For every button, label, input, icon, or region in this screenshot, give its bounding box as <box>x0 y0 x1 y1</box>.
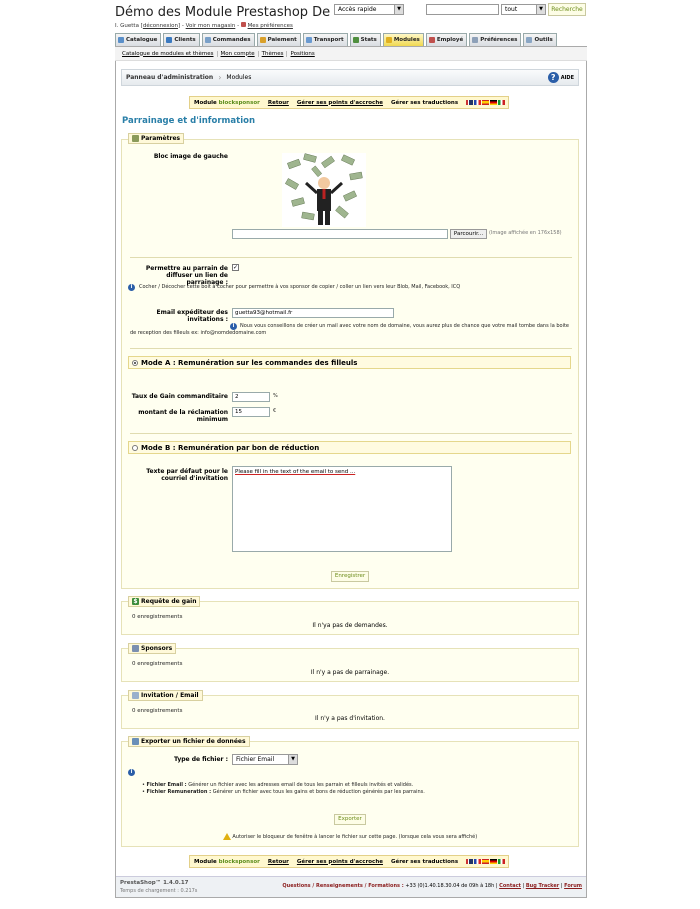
user-line: I. Guetta [déconnexion] - Voir mon magasin - Mes préférences <box>115 23 293 29</box>
rate-label: Taux de Gain commanditaire <box>131 393 228 400</box>
subnav-my-account[interactable]: Mon compte <box>218 51 259 57</box>
search-category-value: tout <box>505 6 518 13</box>
export-item-email: • Fichier Email : Générer un fichier avec les adresses email de tous les parrain et filleuls invités et validés. <box>142 782 414 788</box>
breadcrumb <box>121 69 579 86</box>
tab-label: Transport <box>313 37 344 43</box>
gain-count: 0 enregistrements <box>132 614 183 620</box>
tab-transport[interactable] <box>303 33 348 46</box>
logout-link[interactable]: déconnexion <box>142 23 179 29</box>
quick-access-select[interactable] <box>334 4 404 15</box>
mode-b-radio[interactable] <box>132 445 138 451</box>
gain-empty: Il n'ya pas de demandes. <box>312 622 388 629</box>
mode-a-bar[interactable] <box>128 356 571 369</box>
flag-de-icon[interactable] <box>490 100 497 105</box>
sub-navigation <box>115 47 587 61</box>
min-amount-input[interactable]: 15 <box>232 407 270 417</box>
transport-icon <box>306 37 312 43</box>
module-name-label <box>194 100 260 106</box>
footer-version: PrestaShop™ 1.4.0.17 <box>120 880 189 886</box>
tab-catalogue[interactable] <box>115 33 161 46</box>
subnav-positions[interactable]: Positions <box>290 50 315 57</box>
info-icon: i <box>128 769 135 776</box>
breadcrumb-root[interactable]: Panneau d'administration <box>126 74 214 81</box>
save-button[interactable]: Enregistrer <box>331 571 369 582</box>
image-file-input[interactable] <box>232 229 448 239</box>
tab-label: Préférences <box>480 37 518 43</box>
invitation-legend <box>128 690 203 701</box>
tab-label: Paiement <box>267 37 297 43</box>
flag-en-icon[interactable] <box>466 100 473 105</box>
export-item-email-desc: Générer un fichier avec les adresses email de tous les parrain et filleuls invités et validés. <box>188 782 414 788</box>
image-hint: (Image affichée en 176x158) <box>489 230 562 236</box>
rate-input[interactable]: 2 <box>232 392 270 402</box>
file-type-value: Fichier Email <box>236 756 275 763</box>
image-label: Bloc image de gauche <box>153 153 228 160</box>
module-prefix: Module <box>194 858 217 865</box>
chevron-down-icon: ▼ <box>394 5 403 14</box>
module-name-label <box>194 859 260 865</box>
breadcrumb-current: Modules <box>226 74 252 81</box>
allow-link-label: Permettre au parrain de diffuser un lien de parrainage : <box>145 265 228 286</box>
subnav-catalogue-modules[interactable]: Catalogue de modules et thèmes <box>119 51 218 57</box>
main-tabs <box>115 33 557 46</box>
footer-bug-tracker-link[interactable]: Bug Tracker <box>525 883 560 889</box>
email-sender-help: Nous vous conseillons de créer un mail avec votre nom de domaine, vous aurez plus de chance que votre mail tombe dans la boite de reception des filleuls ex: info@nomdedomaine.com <box>130 323 570 336</box>
divider <box>130 257 572 258</box>
tab-clients[interactable] <box>163 33 199 46</box>
back-link[interactable]: Retour <box>267 858 289 865</box>
footer-contact-link[interactable]: Contact <box>499 883 521 889</box>
export-item-remuneration: • Fichier Remuneration : Générer un fichier avec tous les gains et bons de réduction générés par les parrains. <box>142 789 425 795</box>
tab-label: Outils <box>534 37 553 43</box>
help-label: AIDE <box>560 74 574 81</box>
tab-label: Modules <box>393 37 420 43</box>
help-icon: ? <box>548 72 559 83</box>
divider <box>130 433 572 434</box>
divider <box>130 348 572 349</box>
subnav-themes[interactable]: Thèmes <box>259 51 288 57</box>
sponsor-image <box>282 153 366 227</box>
footer <box>116 876 586 897</box>
tab-paiement[interactable] <box>257 33 301 46</box>
email-sender-input[interactable]: guetta93@hotmail.fr <box>232 308 394 318</box>
module-name: blocksponsor <box>218 858 260 865</box>
rate-unit: % <box>273 393 278 399</box>
invite-text-area[interactable]: Please fill in the text of the email to send ... <box>232 466 452 552</box>
help-button[interactable] <box>548 72 574 83</box>
footer-load-time: Temps de chargement : 0.217s <box>120 888 198 894</box>
flag-es-icon[interactable] <box>482 859 489 864</box>
flag-it-icon[interactable] <box>498 100 505 105</box>
min-amount-label: montant de la réclamation minimum <box>138 409 228 423</box>
export-item-email-title: Fichier Email : <box>146 782 187 788</box>
language-flags <box>466 859 505 864</box>
flag-fr-icon[interactable] <box>474 859 481 864</box>
preferences-tab-icon <box>472 37 478 43</box>
parameters-icon <box>132 135 139 142</box>
email-sender-label: Email expéditeur des invitations : <box>156 309 228 323</box>
tab-modules[interactable] <box>383 33 424 46</box>
export-icon <box>132 738 139 745</box>
quick-access-value: Accès rapide <box>338 6 377 13</box>
back-link[interactable]: Retour <box>267 99 289 106</box>
chevron-down-icon: ▼ <box>536 5 545 14</box>
sponsors-legend-label: Sponsors <box>141 645 173 652</box>
user-name: I. Guetta <box>115 23 139 29</box>
info-icon: i <box>128 284 135 291</box>
tab-label: Commandes <box>212 37 251 43</box>
tab-commandes[interactable] <box>202 33 255 46</box>
footer-links: Questions / Renseignements / Formations : +33 (0)1.40.18.30.04 de 09h à 18h | Contact | Bug Tracker | Forum <box>282 883 582 889</box>
warning-icon <box>223 833 231 840</box>
tab-stats[interactable] <box>350 33 381 46</box>
sponsors-empty: Il n'y a pas de parrainage. <box>310 669 390 676</box>
parameters-legend-label: Paramètres <box>141 135 181 142</box>
shop-title: Démo des Module Prestashop De <box>115 5 331 20</box>
info-icon: i <box>230 323 237 330</box>
gain-legend-label: Requête de gain <box>141 598 197 605</box>
mode-a-radio[interactable] <box>132 360 138 366</box>
language-flags <box>466 100 505 105</box>
parameters-legend <box>128 133 184 144</box>
flag-fr-icon[interactable] <box>474 100 481 105</box>
flag-it-icon[interactable] <box>498 859 505 864</box>
gain-legend <box>128 596 200 607</box>
export-legend <box>128 736 250 747</box>
tab-label: Catalogue <box>126 37 158 43</box>
module-name: blocksponsor <box>218 99 260 106</box>
translations-label: Gérer ses traductions <box>390 99 459 106</box>
export-warning <box>121 833 579 841</box>
mode-b-label: Mode B : Remunération par bon de réduction <box>141 443 320 452</box>
view-shop-link[interactable]: Voir mon magasin <box>185 23 236 29</box>
preferences-link[interactable]: Mes préférences <box>247 23 293 29</box>
export-warning-text: Autoriser le bloqueur de fenêtre à lancer le fichier sur cette page. (lorsque cela vous sera affiché) <box>232 834 478 840</box>
export-item-remuneration-desc: Générer un fichier avec tous les gains et bons de réduction générés par les parrains. <box>212 789 425 795</box>
tab-label: Stats <box>360 37 377 43</box>
page-heading: Parrainage et d'information <box>122 116 255 126</box>
preferences-icon <box>241 22 246 27</box>
allow-link-help: Cocher / Décocher cette boit à cocher pour permettre à vos sponsor de copier / coller un lien vers leur Blob, Mail, Facebook, ICQ <box>139 284 461 290</box>
mode-b-bar[interactable] <box>128 441 571 454</box>
flag-de-icon[interactable] <box>490 859 497 864</box>
export-legend-label: Exporter un fichier de données <box>141 738 246 745</box>
employee-icon <box>429 37 435 43</box>
export-button[interactable]: Exporter <box>334 814 366 825</box>
modules-icon <box>386 37 392 43</box>
manage-hooks-link[interactable]: Gérer ses points d'accroche <box>296 99 383 106</box>
tab-preferences[interactable] <box>469 33 521 46</box>
search-button[interactable]: Recherche <box>548 3 586 16</box>
invitation-empty: Il n'y a pas d'invitation. <box>315 715 385 722</box>
export-item-remuneration-title: Fichier Remuneration : <box>146 789 212 795</box>
flag-en-icon[interactable] <box>466 859 473 864</box>
min-amount-unit: € <box>273 408 277 414</box>
sponsors-legend <box>128 643 176 654</box>
allow-link-checkbox[interactable]: ✓ <box>233 264 239 271</box>
orders-icon <box>205 37 211 43</box>
invitation-count: 0 enregistrements <box>132 708 183 714</box>
module-prefix: Module <box>194 99 217 106</box>
manage-hooks-link[interactable]: Gérer ses points d'accroche <box>296 858 383 865</box>
browse-button[interactable]: Parcourir... <box>450 229 487 239</box>
footer-forum-link[interactable]: Forum <box>564 883 582 889</box>
stats-icon <box>353 37 359 43</box>
sponsors-fieldset <box>121 648 579 682</box>
mode-a-label: Mode A : Remunération sur les commandes des filleuls <box>141 358 358 367</box>
search-category-select[interactable] <box>501 4 546 15</box>
tab-employe[interactable] <box>426 33 467 46</box>
tab-label: Employé <box>436 37 464 43</box>
flag-es-icon[interactable] <box>482 100 489 105</box>
module-toolbar-top <box>189 96 509 109</box>
chevron-right-icon: › <box>218 73 222 82</box>
tab-outils[interactable] <box>523 33 556 46</box>
tab-label: Clients <box>174 37 196 43</box>
footer-phone: +33 (0)1.40.18.30.04 de 09h à 18h <box>405 883 495 889</box>
file-type-select[interactable] <box>232 754 298 765</box>
invitation-legend-label: Invitation / Email <box>141 692 199 699</box>
email-icon <box>132 692 139 699</box>
sponsors-count: 0 enregistrements <box>132 661 183 667</box>
translations-label: Gérer ses traductions <box>390 858 459 865</box>
module-toolbar-bottom <box>189 855 509 868</box>
clients-icon <box>166 37 172 43</box>
search-input[interactable] <box>426 4 499 15</box>
footer-questions: Questions / Renseignements / Formations : <box>282 883 404 889</box>
file-type-label: Type de fichier : <box>173 756 228 763</box>
payment-icon <box>260 37 266 43</box>
chevron-down-icon: ▼ <box>288 755 297 764</box>
catalogue-icon <box>118 37 124 43</box>
dollar-icon: $ <box>133 598 138 605</box>
tools-icon <box>526 37 532 43</box>
invite-text-label: Texte par défaut pour le courriel d'invitation <box>146 468 228 482</box>
sponsors-icon <box>132 645 139 652</box>
